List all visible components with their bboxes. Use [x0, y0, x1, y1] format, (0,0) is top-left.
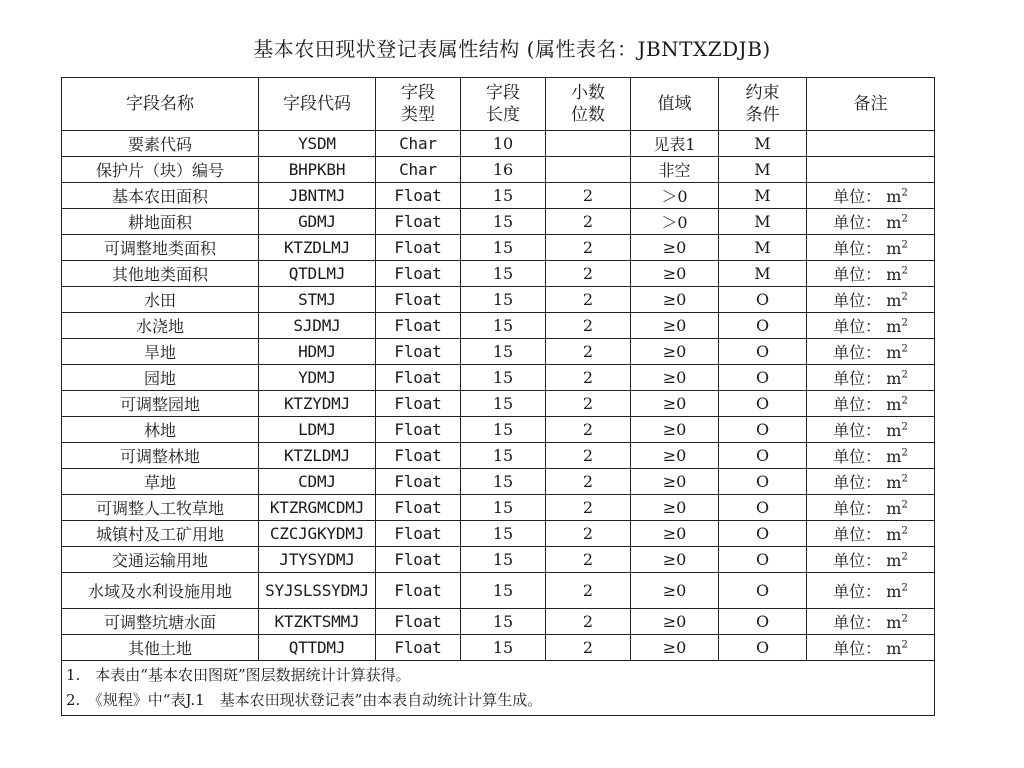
unit-exponent: 2	[901, 317, 908, 329]
unit-exponent: 2	[901, 239, 908, 251]
remark-text: 单位： m	[833, 499, 902, 518]
remark-cell	[807, 235, 935, 261]
remark-cell	[807, 609, 935, 635]
decimal-places-cell: 2	[546, 573, 631, 609]
field-name-cell: 可调整坑塘水面	[62, 609, 259, 635]
field-code-cell: CZCJGKYDMJ	[259, 521, 376, 547]
decimal-places-cell: 2	[546, 209, 631, 235]
remark-text: 单位： m	[833, 421, 902, 440]
decimal-places-cell: 2	[546, 235, 631, 261]
constraint-cell: O	[719, 495, 807, 521]
field-length-cell: 15	[461, 261, 546, 287]
unit-exponent: 2	[901, 613, 908, 625]
constraint-cell: O	[719, 573, 807, 609]
remark-cell	[807, 391, 935, 417]
value-range-cell: ＞0	[631, 209, 719, 235]
field-code-cell: QTDLMJ	[259, 261, 376, 287]
remark-cell	[807, 417, 935, 443]
field-code-cell: HDMJ	[259, 339, 376, 365]
constraint-cell: O	[719, 339, 807, 365]
field-length-cell: 15	[461, 547, 546, 573]
field-name-cell: 可调整园地	[62, 391, 259, 417]
table-row	[62, 443, 935, 469]
decimal-places-cell: 2	[546, 365, 631, 391]
table-row	[62, 635, 935, 661]
unit-exponent: 2	[901, 582, 908, 594]
table-row	[62, 209, 935, 235]
remark-cell	[807, 573, 935, 609]
remark-text: 单位： m	[833, 525, 902, 544]
field-code-cell: KTZDLMJ	[259, 235, 376, 261]
table-row	[62, 261, 935, 287]
unit-exponent: 2	[901, 525, 908, 537]
field-length-cell: 15	[461, 287, 546, 313]
unit-exponent: 2	[901, 421, 908, 433]
decimal-places-cell: 2	[546, 469, 631, 495]
column-header	[376, 78, 461, 131]
constraint-cell: M	[719, 157, 807, 183]
field-code-cell: SYJSLSSYDMJ	[259, 573, 376, 609]
table-row	[62, 157, 935, 183]
unit-exponent: 2	[901, 473, 908, 485]
field-name-cell: 可调整地类面积	[62, 235, 259, 261]
field-type-cell: Float	[376, 235, 461, 261]
constraint-cell: O	[719, 521, 807, 547]
constraint-cell: M	[719, 209, 807, 235]
value-range-cell: ≥0	[631, 521, 719, 547]
decimal-places-cell: 2	[546, 287, 631, 313]
field-name-cell: 水域及水利设施用地	[62, 573, 259, 609]
constraint-cell: O	[719, 635, 807, 661]
field-name-cell: 可调整人工牧草地	[62, 495, 259, 521]
constraint-cell: O	[719, 391, 807, 417]
remark-cell	[807, 635, 935, 661]
field-type-cell: Float	[376, 261, 461, 287]
constraint-cell: M	[719, 235, 807, 261]
table-row	[62, 183, 935, 209]
field-code-cell: LDMJ	[259, 417, 376, 443]
remark-cell	[807, 339, 935, 365]
table-row	[62, 235, 935, 261]
field-name-cell: 基本农田面积	[62, 183, 259, 209]
constraint-cell: O	[719, 547, 807, 573]
field-length-cell: 15	[461, 417, 546, 443]
value-range-cell: ≥0	[631, 287, 719, 313]
remark-text: 单位： m	[833, 213, 902, 232]
field-length-cell: 15	[461, 469, 546, 495]
constraint-cell: O	[719, 469, 807, 495]
table-row	[62, 313, 935, 339]
column-header-line2: 条件	[745, 105, 780, 125]
value-range-cell: ≥0	[631, 235, 719, 261]
remark-cell	[807, 495, 935, 521]
field-name-cell: 交通运输用地	[62, 547, 259, 573]
field-code-cell: JBNTMJ	[259, 183, 376, 209]
column-header	[807, 78, 935, 131]
remark-text: 单位： m	[833, 639, 902, 658]
unit-exponent: 2	[901, 551, 908, 563]
remark-text: 单位： m	[833, 613, 902, 632]
field-type-cell: Char	[376, 131, 461, 157]
column-header-line1: 字段	[401, 83, 435, 103]
unit-exponent: 2	[901, 447, 908, 459]
value-range-cell: 非空	[631, 157, 719, 183]
attribute-structure-table	[61, 77, 935, 716]
header-row	[62, 78, 935, 131]
decimal-places-cell: 2	[546, 339, 631, 365]
decimal-places-cell: 2	[546, 417, 631, 443]
field-name-cell: 林地	[62, 417, 259, 443]
unit-exponent: 2	[901, 213, 908, 225]
column-header-line2: 类型	[401, 105, 435, 125]
table-row	[62, 287, 935, 313]
table-row	[62, 391, 935, 417]
field-type-cell: Float	[376, 443, 461, 469]
decimal-places-cell: 2	[546, 521, 631, 547]
field-type-cell: Float	[376, 547, 461, 573]
table-row	[62, 521, 935, 547]
field-name-cell: 园地	[62, 365, 259, 391]
remark-cell	[807, 183, 935, 209]
value-range-cell: ≥0	[631, 495, 719, 521]
remark-text: 单位： m	[833, 582, 902, 601]
field-code-cell: BHPKBH	[259, 157, 376, 183]
field-name-cell: 水田	[62, 287, 259, 313]
column-header-line2: 长度	[486, 105, 520, 125]
field-length-cell: 15	[461, 521, 546, 547]
field-type-cell: Float	[376, 521, 461, 547]
field-code-cell: QTTDMJ	[259, 635, 376, 661]
field-name-cell: 其他土地	[62, 635, 259, 661]
unit-exponent: 2	[901, 639, 908, 651]
remark-cell	[807, 469, 935, 495]
remark-text: 单位： m	[833, 395, 902, 414]
notes-cell	[62, 661, 935, 716]
unit-exponent: 2	[901, 499, 908, 511]
remark-cell	[807, 521, 935, 547]
table-row	[62, 131, 935, 157]
constraint-cell: O	[719, 609, 807, 635]
decimal-places-cell: 2	[546, 547, 631, 573]
decimal-places-cell	[546, 131, 631, 157]
remark-text: 单位： m	[833, 447, 902, 466]
field-length-cell: 15	[461, 339, 546, 365]
field-length-cell: 15	[461, 635, 546, 661]
column-header-line1: 约束	[745, 83, 780, 103]
remark-text: 单位： m	[833, 473, 902, 492]
field-type-cell: Float	[376, 417, 461, 443]
field-code-cell: KTZLDMJ	[259, 443, 376, 469]
field-length-cell: 15	[461, 573, 546, 609]
field-type-cell: Float	[376, 339, 461, 365]
constraint-cell: O	[719, 365, 807, 391]
table-body	[62, 131, 935, 716]
field-type-cell: Float	[376, 469, 461, 495]
table-row	[62, 469, 935, 495]
field-name-cell: 其他地类面积	[62, 261, 259, 287]
remark-cell	[807, 157, 935, 183]
field-type-cell: Float	[376, 209, 461, 235]
table-row	[62, 609, 935, 635]
field-length-cell: 16	[461, 157, 546, 183]
remark-text: 单位： m	[833, 265, 902, 284]
table-row	[62, 547, 935, 573]
field-type-cell: Float	[376, 183, 461, 209]
value-range-cell: ＞0	[631, 183, 719, 209]
field-code-cell: KTZRGMCDMJ	[259, 495, 376, 521]
field-length-cell: 15	[461, 391, 546, 417]
column-header-line2: 位数	[571, 105, 605, 125]
field-code-cell: KTZYDMJ	[259, 391, 376, 417]
note-line: 2. 《规程》中“表J.1 基本农田现状登记表”由本表自动统计计算生成。	[66, 691, 543, 709]
field-name-cell: 旱地	[62, 339, 259, 365]
field-type-cell: Float	[376, 495, 461, 521]
value-range-cell: ≥0	[631, 547, 719, 573]
decimal-places-cell: 2	[546, 609, 631, 635]
remark-text: 单位： m	[833, 551, 902, 570]
constraint-cell: O	[719, 313, 807, 339]
field-code-cell: YSDM	[259, 131, 376, 157]
field-code-cell: GDMJ	[259, 209, 376, 235]
decimal-places-cell: 2	[546, 183, 631, 209]
remark-text: 单位： m	[833, 369, 902, 388]
remark-cell	[807, 261, 935, 287]
unit-exponent: 2	[901, 369, 908, 381]
field-code-cell: YDMJ	[259, 365, 376, 391]
decimal-places-cell: 2	[546, 495, 631, 521]
value-range-cell: 见表1	[631, 131, 719, 157]
unit-exponent: 2	[901, 343, 908, 355]
unit-exponent: 2	[901, 291, 908, 303]
notes-row	[62, 661, 935, 716]
remark-text: 单位： m	[833, 291, 902, 310]
column-header	[259, 78, 376, 131]
field-length-cell: 15	[461, 365, 546, 391]
column-header	[62, 78, 259, 131]
remark-text: 单位： m	[833, 187, 902, 206]
field-code-cell: SJDMJ	[259, 313, 376, 339]
value-range-cell: ≥0	[631, 313, 719, 339]
value-range-cell: ≥0	[631, 391, 719, 417]
table-row	[62, 365, 935, 391]
constraint-cell: O	[719, 443, 807, 469]
decimal-places-cell: 2	[546, 313, 631, 339]
column-header-line1: 字段代码	[283, 94, 351, 114]
unit-exponent: 2	[901, 187, 908, 199]
constraint-cell: O	[719, 287, 807, 313]
remark-cell	[807, 313, 935, 339]
field-type-cell: Float	[376, 391, 461, 417]
constraint-cell: M	[719, 183, 807, 209]
remark-cell	[807, 131, 935, 157]
field-name-cell: 耕地面积	[62, 209, 259, 235]
constraint-cell: M	[719, 131, 807, 157]
remark-text: 单位： m	[833, 343, 902, 362]
value-range-cell: ≥0	[631, 469, 719, 495]
remark-cell	[807, 365, 935, 391]
constraint-cell: M	[719, 261, 807, 287]
value-range-cell: ≥0	[631, 635, 719, 661]
field-length-cell: 15	[461, 235, 546, 261]
field-length-cell: 15	[461, 209, 546, 235]
field-type-cell: Char	[376, 157, 461, 183]
remark-cell	[807, 209, 935, 235]
unit-exponent: 2	[901, 395, 908, 407]
field-name-cell: 草地	[62, 469, 259, 495]
value-range-cell: ≥0	[631, 365, 719, 391]
field-type-cell: Float	[376, 313, 461, 339]
note-line: 1. 本表由“基本农田图斑”图层数据统计计算获得。	[66, 666, 411, 684]
field-type-cell: Float	[376, 365, 461, 391]
field-length-cell: 15	[461, 495, 546, 521]
value-range-cell: ≥0	[631, 443, 719, 469]
column-header-line1: 小数	[571, 83, 605, 103]
column-header-line1: 字段名称	[126, 94, 194, 114]
field-code-cell: KTZKTSMMJ	[259, 609, 376, 635]
decimal-places-cell: 2	[546, 443, 631, 469]
table-row	[62, 417, 935, 443]
unit-exponent: 2	[901, 265, 908, 277]
remark-text: 单位： m	[833, 317, 902, 336]
column-header-line1: 字段	[486, 83, 520, 103]
decimal-places-cell: 2	[546, 635, 631, 661]
decimal-places-cell: 2	[546, 391, 631, 417]
field-type-cell: Float	[376, 609, 461, 635]
field-code-cell: CDMJ	[259, 469, 376, 495]
column-header	[719, 78, 807, 131]
field-code-cell: STMJ	[259, 287, 376, 313]
field-name-cell: 城镇村及工矿用地	[62, 521, 259, 547]
field-type-cell: Float	[376, 573, 461, 609]
field-code-cell: JTYSYDMJ	[259, 547, 376, 573]
value-range-cell: ≥0	[631, 339, 719, 365]
field-name-cell: 水浇地	[62, 313, 259, 339]
value-range-cell: ≥0	[631, 573, 719, 609]
column-header-line1: 备注	[853, 94, 888, 114]
field-length-cell: 15	[461, 183, 546, 209]
field-type-cell: Float	[376, 635, 461, 661]
decimal-places-cell: 2	[546, 261, 631, 287]
constraint-cell: O	[719, 417, 807, 443]
field-length-cell: 15	[461, 443, 546, 469]
remark-text: 单位： m	[833, 239, 902, 258]
page-title: 基本农田现状登记表属性结构 (属性表名：JBNTXZDJB)	[253, 37, 771, 61]
field-name-cell: 保护片（块）编号	[62, 157, 259, 183]
field-length-cell: 15	[461, 609, 546, 635]
remark-cell	[807, 547, 935, 573]
table-row	[62, 495, 935, 521]
column-header	[546, 78, 631, 131]
field-length-cell: 15	[461, 313, 546, 339]
value-range-cell: ≥0	[631, 417, 719, 443]
value-range-cell: ≥0	[631, 261, 719, 287]
column-header	[461, 78, 546, 131]
remark-cell	[807, 287, 935, 313]
table-row	[62, 339, 935, 365]
table-row	[62, 573, 935, 609]
field-type-cell: Float	[376, 287, 461, 313]
value-range-cell: ≥0	[631, 609, 719, 635]
field-name-cell: 要素代码	[62, 131, 259, 157]
remark-cell	[807, 443, 935, 469]
column-header	[631, 78, 719, 131]
field-name-cell: 可调整林地	[62, 443, 259, 469]
decimal-places-cell	[546, 157, 631, 183]
field-length-cell: 10	[461, 131, 546, 157]
column-header-line1: 值域	[657, 94, 692, 114]
